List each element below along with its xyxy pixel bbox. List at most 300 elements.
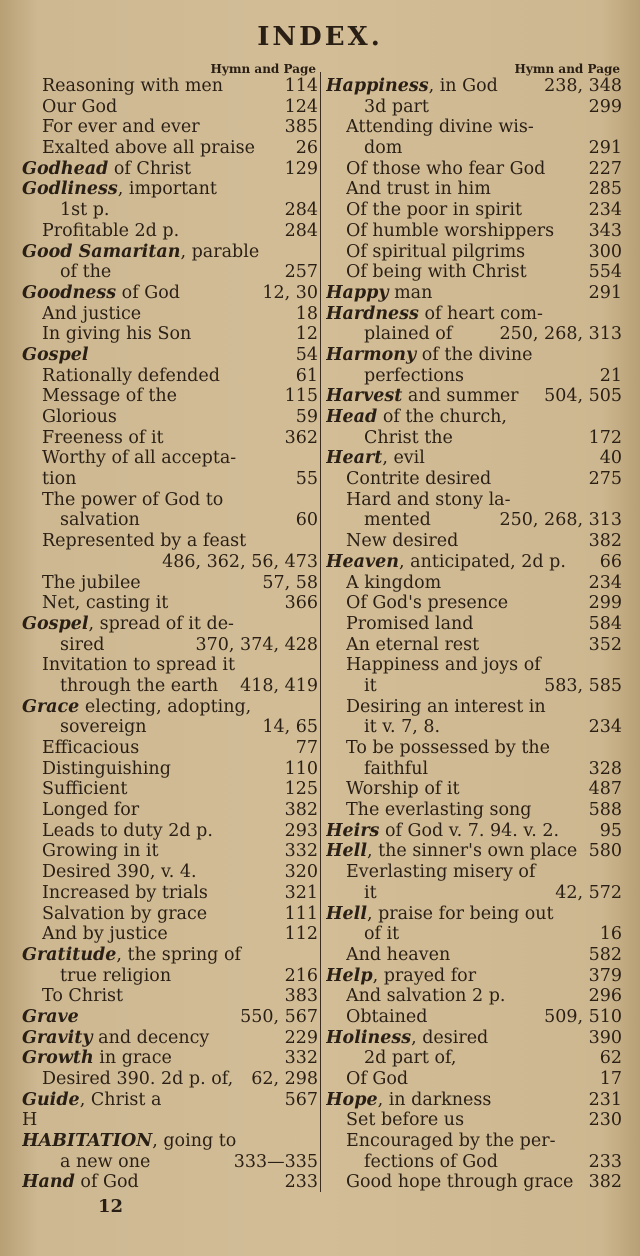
index-entry xyxy=(326,635,622,656)
entry-page-ref: 114 xyxy=(284,76,318,96)
index-entry xyxy=(22,904,318,925)
entry-term: Good Samaritan xyxy=(22,241,181,262)
index-entry xyxy=(326,573,622,594)
entry-text xyxy=(22,945,318,966)
index-entry xyxy=(22,759,318,780)
entry-page-ref: 16 xyxy=(599,924,622,945)
entry-label: Reasoning with men xyxy=(42,76,224,96)
entry-text xyxy=(346,614,583,635)
entry-page-ref: 390 xyxy=(588,1027,622,1048)
entry-page-ref: 62 xyxy=(599,1048,622,1069)
index-entry xyxy=(326,1152,622,1173)
entry-label: And by justice xyxy=(42,924,168,945)
index-entry xyxy=(326,221,622,242)
entry-text xyxy=(326,345,622,366)
index-entry xyxy=(326,883,622,904)
entry-text xyxy=(60,262,279,283)
index-entry xyxy=(22,448,318,469)
entry-page-ref: 382 xyxy=(588,1172,622,1193)
entry-term: Godhead xyxy=(22,158,109,179)
entry-page-ref: 385 xyxy=(284,117,318,138)
entry-page-ref: 60 xyxy=(295,510,318,531)
index-entry xyxy=(22,1069,318,1090)
entry-text xyxy=(326,448,594,469)
entry-page-ref: 284 xyxy=(284,200,318,221)
entry-label: of heart com- xyxy=(418,303,543,324)
entry-label: plained of xyxy=(364,324,453,345)
column-header: Hymn and Page xyxy=(514,62,620,76)
index-entry xyxy=(326,386,622,407)
entry-text xyxy=(346,531,583,552)
index-entry xyxy=(22,386,318,407)
entry-page-ref: 216 xyxy=(284,965,318,986)
entry-page-ref: 26 xyxy=(295,138,318,159)
index-entry xyxy=(326,117,622,138)
entry-page-ref: 300 xyxy=(588,241,622,262)
entry-label: Profitable 2d p. xyxy=(42,220,180,241)
entry-page-ref: 233 xyxy=(588,1151,622,1172)
section-letter xyxy=(22,1110,318,1131)
page-number: 12 xyxy=(98,1196,124,1217)
entry-text xyxy=(42,904,279,925)
entry-page-ref: 55 xyxy=(295,469,318,490)
entry-text xyxy=(346,738,622,759)
entry-text xyxy=(22,1007,234,1028)
entry-label: Invitation to spread it xyxy=(42,655,235,676)
index-entry xyxy=(22,738,318,759)
entry-text xyxy=(364,138,583,159)
entry-label: An eternal rest xyxy=(346,634,480,655)
page-title: INDEX. xyxy=(257,22,383,52)
entry-term: Harvest xyxy=(326,386,403,407)
entry-term: Heirs xyxy=(326,820,380,841)
entry-label: , going to xyxy=(152,1131,237,1152)
entry-term: Hell xyxy=(326,841,367,862)
index-entry xyxy=(22,221,318,242)
entry-page-ref: 238, 348 xyxy=(544,76,622,96)
entry-label: And heaven xyxy=(346,944,451,965)
entry-text xyxy=(22,242,318,263)
entry-label: Set before us xyxy=(346,1110,465,1131)
index-entry xyxy=(326,1007,622,1028)
index-entry xyxy=(22,179,318,200)
index-entry xyxy=(326,510,622,531)
entry-text xyxy=(42,221,279,242)
entry-text xyxy=(42,841,279,862)
entry-page-ref: 486, 362, 56, 473 xyxy=(162,551,318,572)
entry-page-ref: 21 xyxy=(599,365,622,386)
index-entry xyxy=(326,1069,622,1090)
entry-label: Efficacious xyxy=(42,738,140,758)
entry-label: , important xyxy=(117,179,217,200)
entry-text xyxy=(364,676,538,697)
index-entry xyxy=(326,924,622,945)
entry-text xyxy=(346,986,583,1007)
index-entry xyxy=(326,614,622,635)
entry-label: Sufficient xyxy=(42,779,128,800)
entry-page-ref: 291 xyxy=(588,138,622,159)
entry-label: Encouraged by the per- xyxy=(346,1131,556,1152)
entry-label: it xyxy=(364,675,377,696)
entry-page-ref: 172 xyxy=(588,427,622,448)
index-entry xyxy=(22,490,318,511)
entry-text xyxy=(42,738,290,759)
entry-label: Of humble worshippers xyxy=(346,220,555,241)
entry-text xyxy=(42,924,279,945)
entry-label: Of being with Christ xyxy=(346,262,527,283)
index-entry xyxy=(326,1131,622,1152)
index-entry xyxy=(326,552,622,573)
entry-page-ref: 250, 268, 313 xyxy=(499,324,622,345)
entry-text xyxy=(346,800,583,821)
entry-page-ref: 583, 585 xyxy=(544,675,622,696)
index-entry xyxy=(22,821,318,842)
entry-label: And justice xyxy=(42,303,142,324)
entry-page-ref: 333—335 xyxy=(233,1151,318,1172)
entry-label: Of God xyxy=(346,1069,409,1089)
entry-label: , praise for being out xyxy=(366,903,554,924)
entry-page-ref: 379 xyxy=(588,965,622,986)
entry-text xyxy=(326,386,538,407)
entry-page-ref: 554 xyxy=(588,262,622,283)
entry-text xyxy=(346,697,622,718)
entry-label: , the spring of xyxy=(116,944,241,965)
index-entry xyxy=(22,117,318,138)
entry-label: Net, casting it xyxy=(42,593,169,614)
entry-page-ref: 321 xyxy=(284,882,318,903)
entry-text xyxy=(346,1172,583,1193)
entry-label: Leads to duty 2d p. xyxy=(42,820,213,841)
entry-label: Obtained xyxy=(346,1006,428,1027)
entry-term: Hand xyxy=(22,1172,75,1193)
entry-label: , Christ a xyxy=(79,1089,162,1110)
index-entry xyxy=(22,531,318,552)
entry-page-ref: 332 xyxy=(284,1048,318,1069)
entry-label: of the divine xyxy=(416,344,533,365)
entry-term: Heaven xyxy=(326,551,400,572)
column-divider xyxy=(320,72,321,1192)
entry-text xyxy=(42,76,279,97)
entry-page-ref: 550, 567 xyxy=(240,1006,318,1027)
index-entry xyxy=(22,614,318,635)
entry-text xyxy=(326,966,583,987)
index-entry xyxy=(326,800,622,821)
index-entry xyxy=(22,97,318,118)
entry-label: , spread of it de- xyxy=(88,613,234,634)
entry-label: of God xyxy=(74,1172,139,1193)
entry-term: Hell xyxy=(326,903,367,924)
entry-label: Message of the xyxy=(42,386,178,407)
index-entry xyxy=(326,242,622,263)
entry-label: and summer xyxy=(402,386,519,407)
entry-text xyxy=(346,779,583,800)
entry-term: Holiness xyxy=(326,1027,412,1048)
entry-text xyxy=(42,759,279,780)
left-index-column xyxy=(22,62,318,1193)
entry-text xyxy=(22,1131,318,1152)
entry-text xyxy=(364,1048,594,1069)
entry-page-ref: 285 xyxy=(588,179,622,200)
entry-page-ref: 296 xyxy=(588,986,622,1007)
entry-text xyxy=(326,304,622,325)
entry-page-ref: 112 xyxy=(284,924,318,945)
entry-page-ref: 230 xyxy=(588,1110,622,1131)
entry-text xyxy=(42,800,279,821)
entry-text xyxy=(22,345,290,366)
entry-text xyxy=(22,159,279,180)
entry-label: , prayed for xyxy=(372,965,477,986)
entry-text xyxy=(346,469,583,490)
entry-label: , anticipated, 2d p. xyxy=(399,551,566,572)
entry-term: Hardness xyxy=(326,303,419,324)
entry-page-ref: 383 xyxy=(284,986,318,1007)
index-entry xyxy=(326,366,622,387)
entry-label: Increased by trials xyxy=(42,882,208,903)
entry-page-ref: 42, 572 xyxy=(555,882,622,903)
entry-text xyxy=(22,283,256,304)
index-entry xyxy=(326,324,622,345)
entry-text xyxy=(42,779,279,800)
entry-text xyxy=(346,635,583,656)
index-entry xyxy=(326,676,622,697)
entry-label: Hard and stony la- xyxy=(346,489,511,510)
entry-label: fections of God xyxy=(364,1151,498,1172)
entry-text xyxy=(42,821,279,842)
index-entry xyxy=(326,428,622,449)
entry-label: To Christ xyxy=(42,986,124,1007)
index-entry xyxy=(326,1028,622,1049)
entry-text xyxy=(42,986,279,1007)
entry-page-ref: 62, 298 xyxy=(251,1069,318,1089)
entry-label: H xyxy=(22,1110,38,1131)
entry-label: mented xyxy=(364,510,431,531)
entry-label: Attending divine wis- xyxy=(346,117,534,138)
index-entry xyxy=(22,924,318,945)
entry-text xyxy=(42,304,290,325)
entry-page-ref: 124 xyxy=(284,96,318,117)
entry-page-ref: 343 xyxy=(588,220,622,241)
entry-page-ref: 580 xyxy=(588,841,622,862)
entry-text xyxy=(22,1028,279,1049)
entry-label: Promised land xyxy=(346,613,474,634)
entry-text xyxy=(42,386,279,407)
entry-text xyxy=(326,1028,583,1049)
index-entry xyxy=(326,904,622,925)
index-entry xyxy=(22,283,318,304)
index-entry xyxy=(22,262,318,283)
entry-text xyxy=(346,1131,622,1152)
entry-text xyxy=(364,366,594,387)
entry-text xyxy=(42,366,290,387)
entry-label: Desired 390, v. 4. xyxy=(42,862,197,883)
index-entry xyxy=(326,1090,622,1111)
index-entry xyxy=(22,510,318,531)
entry-label: it v. 7, 8. xyxy=(364,717,441,738)
entry-text xyxy=(326,552,594,573)
index-entry xyxy=(326,200,622,221)
entry-label: Longed for xyxy=(42,800,140,821)
entry-page-ref: 320 xyxy=(284,862,318,883)
entry-label: and decency xyxy=(92,1027,210,1048)
entry-text xyxy=(22,614,318,635)
entry-text xyxy=(346,242,583,263)
index-entry xyxy=(22,469,318,490)
entry-label: faithful xyxy=(364,758,429,779)
entry-text xyxy=(42,1069,245,1090)
entry-page-ref: 66 xyxy=(599,551,622,572)
entry-text xyxy=(364,510,494,531)
entry-label: Freeness of it xyxy=(42,427,164,448)
entry-text xyxy=(42,448,318,469)
entry-page-ref: 418, 419 xyxy=(240,675,318,696)
entry-label: , in darkness xyxy=(377,1089,492,1110)
entry-label: The jubilee xyxy=(42,572,141,593)
entry-term: Gospel xyxy=(22,613,89,634)
entry-label: A kingdom xyxy=(346,572,442,593)
index-entry xyxy=(326,448,622,469)
entry-label: , parable xyxy=(180,241,260,262)
index-entry xyxy=(22,407,318,428)
entry-label: , in God xyxy=(428,76,498,96)
index-entry xyxy=(326,655,622,676)
entry-label: true religion xyxy=(60,965,172,986)
entry-label: Of the poor in spirit xyxy=(346,200,523,221)
entry-text xyxy=(22,1048,279,1069)
entry-text xyxy=(42,490,318,511)
index-entry xyxy=(22,200,318,221)
entry-label: , the sinner's own place xyxy=(366,841,578,862)
index-entry xyxy=(326,986,622,1007)
entry-label: of it xyxy=(364,924,400,945)
entry-page-ref: 487 xyxy=(588,779,622,800)
index-entry xyxy=(326,283,622,304)
entry-page-ref: 352 xyxy=(588,634,622,655)
index-entry xyxy=(22,159,318,180)
entry-label: 3d part xyxy=(364,96,429,117)
entry-label: 2d part of, xyxy=(364,1048,457,1069)
entry-page-ref: 234 xyxy=(588,717,622,738)
entry-page-ref: 40 xyxy=(599,448,622,469)
entry-term: Harmony xyxy=(326,344,417,365)
entry-page-ref: 18 xyxy=(295,303,318,324)
index-entry xyxy=(326,345,622,366)
entry-term: Gratitude xyxy=(22,944,117,965)
entry-text xyxy=(326,76,538,97)
entry-text xyxy=(42,117,279,138)
index-entry xyxy=(326,1172,622,1193)
index-entry xyxy=(22,1028,318,1049)
entry-text xyxy=(346,117,622,138)
entry-label: To be possessed by the xyxy=(346,738,550,758)
entry-text xyxy=(326,904,622,925)
index-entry xyxy=(326,841,622,862)
entry-label: Contrite desired xyxy=(346,469,492,490)
entry-label: sired xyxy=(60,634,105,655)
entry-label: Salvation by grace xyxy=(42,903,208,924)
entry-label: Of spiritual pilgrims xyxy=(346,241,526,262)
entry-text xyxy=(326,283,583,304)
entry-text xyxy=(346,945,583,966)
entry-label: , desired xyxy=(411,1027,489,1048)
index-entry xyxy=(22,1131,318,1152)
entry-text xyxy=(60,200,279,221)
column-header: Hymn and Page xyxy=(210,62,316,76)
entry-text xyxy=(364,717,583,738)
index-entry xyxy=(326,304,622,325)
index-entry xyxy=(326,179,622,200)
entry-label: Glorious xyxy=(42,407,117,427)
entry-label: of the xyxy=(60,262,112,283)
entry-label: it xyxy=(364,882,377,903)
index-entry xyxy=(326,97,622,118)
entry-label: sovereign xyxy=(60,717,147,738)
index-entry xyxy=(22,1007,318,1028)
entry-text xyxy=(364,759,583,780)
entry-text xyxy=(346,862,622,883)
entry-text xyxy=(60,717,256,738)
entry-page-ref: 250, 268, 313 xyxy=(499,510,622,531)
entry-page-ref: 291 xyxy=(588,282,622,303)
entry-page-ref: 59 xyxy=(295,407,318,427)
entry-page-ref: 382 xyxy=(284,800,318,821)
entry-label: Exalted above all praise xyxy=(42,138,255,159)
index-entry xyxy=(326,76,622,97)
entry-page-ref: 275 xyxy=(588,469,622,490)
entry-term: Growth xyxy=(22,1048,94,1069)
entry-text xyxy=(42,531,318,552)
index-entry xyxy=(22,552,318,573)
entry-label: Growing in it xyxy=(42,841,159,862)
entry-text xyxy=(22,179,318,200)
entry-page-ref: 362 xyxy=(284,427,318,448)
entry-text xyxy=(326,1090,583,1111)
entry-text xyxy=(364,324,494,345)
index-entry-list xyxy=(22,76,318,1193)
entry-text xyxy=(346,1069,594,1090)
entry-page-ref: 509, 510 xyxy=(544,1006,622,1027)
entry-text xyxy=(346,262,583,283)
entry-label: salvation xyxy=(60,510,140,531)
entry-label: In giving his Son xyxy=(42,324,192,345)
right-index-column xyxy=(326,62,622,1193)
entry-text xyxy=(22,1110,318,1131)
index-entry xyxy=(22,573,318,594)
index-entry xyxy=(326,531,622,552)
entry-text xyxy=(60,1152,228,1173)
entry-page-ref: 588 xyxy=(588,800,622,821)
index-entry xyxy=(326,469,622,490)
entry-label: The power of God to xyxy=(42,489,224,510)
entry-label: of the church, xyxy=(377,407,507,427)
index-entry xyxy=(326,159,622,180)
index-entry xyxy=(326,262,622,283)
entry-label: Distinguishing xyxy=(42,758,171,779)
entry-label: Desiring an interest in xyxy=(346,696,546,717)
entry-text xyxy=(346,593,583,614)
index-entry xyxy=(22,945,318,966)
entry-label: Desired 390. 2d p. of, xyxy=(42,1069,234,1089)
entry-text xyxy=(346,655,622,676)
entry-term: Guide xyxy=(22,1089,80,1110)
index-entry xyxy=(22,841,318,862)
entry-page-ref: 125 xyxy=(284,779,318,800)
entry-page-ref: 366 xyxy=(284,593,318,614)
entry-label: dom xyxy=(364,138,403,159)
entry-page-ref: 14, 65 xyxy=(262,717,318,738)
entry-label: For ever and ever xyxy=(42,117,200,138)
entry-text xyxy=(42,655,318,676)
entry-label: perfections xyxy=(364,365,464,386)
